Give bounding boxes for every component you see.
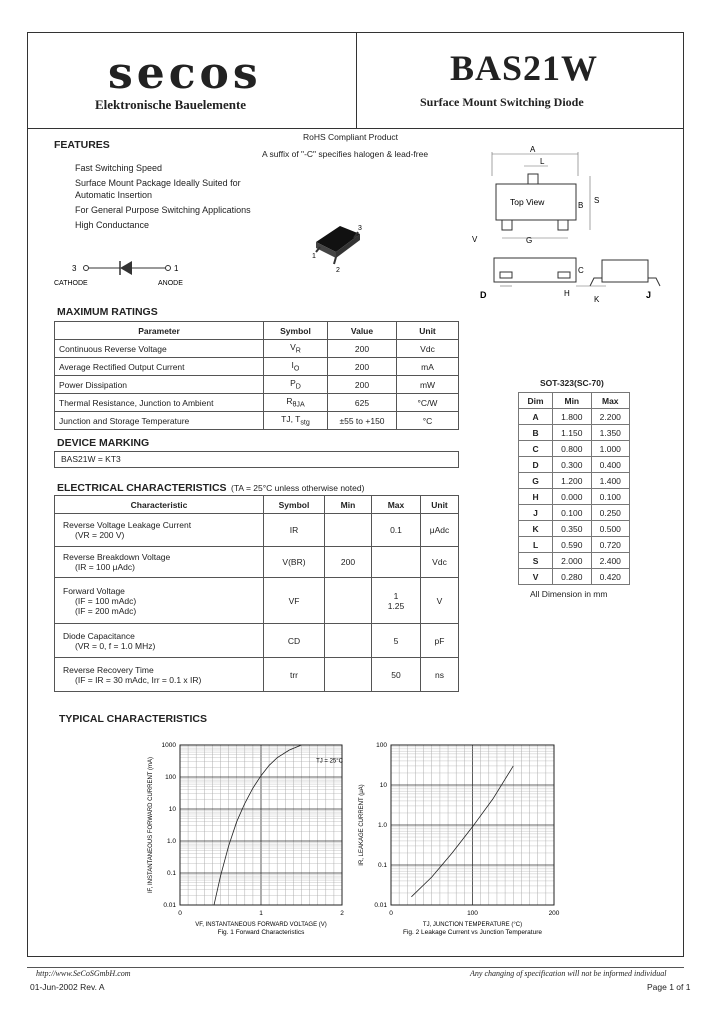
forward-curve — [214, 745, 302, 905]
dim-label-g: G — [526, 236, 533, 245]
dimensions-table: Dim Min Max A 1.800 2.200 B 1.150 1.350 C 0.800 1.000 D 0.300 0.400 G 1.200 1.400 H 0.000 0.100 J 0.100 0.250 K 0.350 0.500 L 0.590 0.720 S 2.000 2.400 V 0.280 0.420 — [518, 392, 630, 585]
part-description: Surface Mount Switching Diode — [420, 95, 584, 109]
feature-item: High Conductance — [75, 220, 150, 230]
table-row: Reverse Breakdown Voltage (IR = 100 μAdc) V(BR) 200 Vdc — [55, 547, 459, 578]
device-marking-value: BAS21W = KT3 — [54, 451, 459, 468]
max-ratings-title: MAXIMUM RATINGS — [57, 306, 158, 318]
table-row: Reverse Voltage Leakage Current (VR = 200 V) IR 0.1 μAdc — [55, 514, 459, 547]
chart2-title: Fig. 2 Leakage Current vs Junction Temperature — [403, 929, 542, 936]
spec-notice: Any changing of specification will not be informed individual — [470, 969, 667, 978]
feature-item: For General Purpose Switching Applications — [75, 205, 251, 215]
electrical-title: ELECTRICAL CHARACTERISTICS (TA = 25°C unless otherwise noted) — [57, 482, 365, 494]
part-number: BAS21W — [450, 48, 599, 88]
anode-label: ANODE — [158, 280, 183, 287]
dimensions-note: All Dimension in mm — [530, 589, 608, 599]
chart2-ylabel: IR, LEAKAGE CURRENT (μA) — [359, 784, 365, 866]
dim-label-d: D — [480, 290, 487, 300]
page-number: Page 1 of 1 — [647, 982, 691, 992]
table-row: Diode Capacitance (VR = 0, f = 1.0 MHz) CD 5 pF — [55, 624, 459, 658]
table-row: J 0.100 0.250 — [519, 505, 630, 521]
dim-label-h: H — [564, 289, 570, 298]
table-row: Thermal Resistance, Junction to Ambient $R_{\theta JA}$ 625 °C/W — [55, 394, 459, 412]
x-tick-label: 100 — [467, 910, 478, 917]
diode-symbol — [50, 258, 210, 292]
footer-rule — [27, 967, 684, 968]
chart1-ylabel: IF, INSTANTANEOUS FORWARD CURRENT (mA) — [148, 756, 154, 894]
max-ratings-table: Parameter Symbol Value Unit Continuous Reverse Voltage $V_R$ 200 Vdc Average Rectified Output Current $I_O$ 200 mA Power Dissipation $P_D$ 200 mW Thermal Resistance, Junction to Ambient $R_{\theta JA}$ 625 °C/W Junction and Storage Temperature TJ, $T_{stg}$ ±55 to +150 °C — [54, 321, 459, 430]
x-tick-label: 0 — [389, 910, 393, 917]
table-row: C 0.800 1.000 — [519, 441, 630, 457]
cathode-label: CATHODE — [54, 280, 88, 287]
y-tick-label: 0.1 — [377, 862, 387, 869]
table-row: K 0.350 0.500 — [519, 521, 630, 537]
dim-label-k: K — [594, 295, 600, 304]
company-subtitle: Elektronische Bauelemente — [95, 97, 247, 112]
y-tick-label: 10 — [379, 782, 387, 789]
table-row: Continuous Reverse Voltage $V_R$ 200 Vdc — [55, 340, 459, 358]
table-row: Reverse Recovery Time (IF = IR = 30 mAdc, Irr = 0.1 x IR) trr 50 ns — [55, 658, 459, 692]
y-tick-label: 0.1 — [166, 870, 176, 877]
features-title: FEATURES — [54, 139, 110, 151]
table-row: H 0.000 0.100 — [519, 489, 630, 505]
table-row: D 0.300 0.400 — [519, 457, 630, 473]
rohs-line: RoHS Compliant Product — [303, 132, 398, 142]
y-tick-label: 100 — [376, 742, 387, 749]
chart2-xlabel: TJ, JUNCTION TEMPERATURE (°C) — [422, 922, 523, 928]
package-sketch — [310, 220, 370, 276]
dim-label-l: L — [540, 157, 545, 166]
halogen-line: A suffix of "-C" specifies halogen & lead-free — [262, 149, 429, 159]
pin1-label: 1 — [174, 264, 179, 273]
dim-label-c: C — [578, 266, 584, 275]
table-row: L 0.590 0.720 — [519, 537, 630, 553]
dimensions-title: SOT-323(SC-70) — [540, 378, 604, 388]
package-drawing — [466, 140, 680, 310]
chart1-title: Fig. 1 Forward Characteristics — [217, 929, 305, 936]
typical-title: TYPICAL CHARACTERISTICS — [59, 713, 207, 725]
chart1-xlabel: VF, INSTANTANEOUS FORWARD VOLTAGE (V) — [195, 922, 327, 928]
revision-date: 01-Jun-2002 Rev. A — [30, 982, 105, 992]
table-row: S 2.000 2.400 — [519, 553, 630, 569]
table-row: B 1.150 1.350 — [519, 425, 630, 441]
dim-label-b: B — [578, 201, 584, 210]
y-tick-label: 10 — [168, 806, 176, 813]
table-row: Power Dissipation $P_D$ 200 mW — [55, 376, 459, 394]
y-tick-label: 0.01 — [163, 902, 176, 909]
dim-label-s: S — [594, 196, 600, 205]
svg-text:2: 2 — [336, 267, 340, 274]
svg-text:1: 1 — [312, 253, 316, 260]
company-logo: secos — [108, 48, 262, 99]
header-rule — [27, 128, 684, 129]
pin3-label: 3 — [72, 264, 77, 273]
company-url[interactable]: http://www.SeCoSGmbH.com — [36, 969, 131, 978]
leakage-current-chart — [355, 735, 580, 947]
x-tick-label: 1 — [259, 910, 263, 917]
feature-item: Surface Mount Package Ideally Suited for — [75, 178, 241, 188]
y-tick-label: 1.0 — [166, 838, 176, 845]
header-divider — [356, 32, 357, 128]
x-tick-label: 200 — [548, 910, 560, 917]
forward-characteristics-chart — [135, 735, 365, 947]
svg-text:3: 3 — [358, 225, 362, 232]
y-tick-label: 0.01 — [374, 902, 387, 909]
chart1-annotation: TJ = 25°C — [316, 758, 344, 765]
table-row: G 1.200 1.400 — [519, 473, 630, 489]
x-tick-label: 2 — [340, 910, 344, 917]
y-tick-label: 100 — [165, 774, 176, 781]
table-row: Average Rectified Output Current $I_O$ 200 mA — [55, 358, 459, 376]
y-tick-label: 1.0 — [377, 822, 387, 829]
feature-item: Fast Switching Speed — [75, 163, 163, 173]
table-row: Forward Voltage (IF = 100 mAdc) (IF = 200 mAdc) VF 1 1.25 V — [55, 578, 459, 624]
dim-label-v: V — [472, 235, 478, 244]
table-row: A 1.800 2.200 — [519, 409, 630, 425]
dim-label-a: A — [530, 145, 536, 154]
x-tick-label: 0 — [178, 910, 182, 917]
feature-item: Automatic Insertion — [75, 190, 153, 200]
y-tick-label: 1000 — [161, 742, 176, 749]
table-row: Junction and Storage Temperature TJ, $T_{stg}$ ±55 to +150 °C — [55, 412, 459, 430]
electrical-table: Characteristic Symbol Min Max Unit Reverse Voltage Leakage Current (VR = 200 V) IR 0.1 μAdc Reverse Breakdown Voltage (IR = 100 μAdc) V(BR) 200 Vdc Forward Voltage (IF = 100 mAdc) (IF = 200 mAdc) VF 1 1.25 V Diode Capacitance (VR = 0, f = 1.0 MHz) CD 5 pF Reverse Recovery Time (IF = IR = 30 mAdc, Irr = 0.1 x IR) trr 50 ns — [54, 495, 459, 692]
table-row: V 0.280 0.420 — [519, 569, 630, 585]
dim-label-j: J — [646, 290, 652, 300]
top-view-label: Top View — [510, 197, 545, 207]
device-marking-title: DEVICE MARKING — [57, 437, 150, 449]
